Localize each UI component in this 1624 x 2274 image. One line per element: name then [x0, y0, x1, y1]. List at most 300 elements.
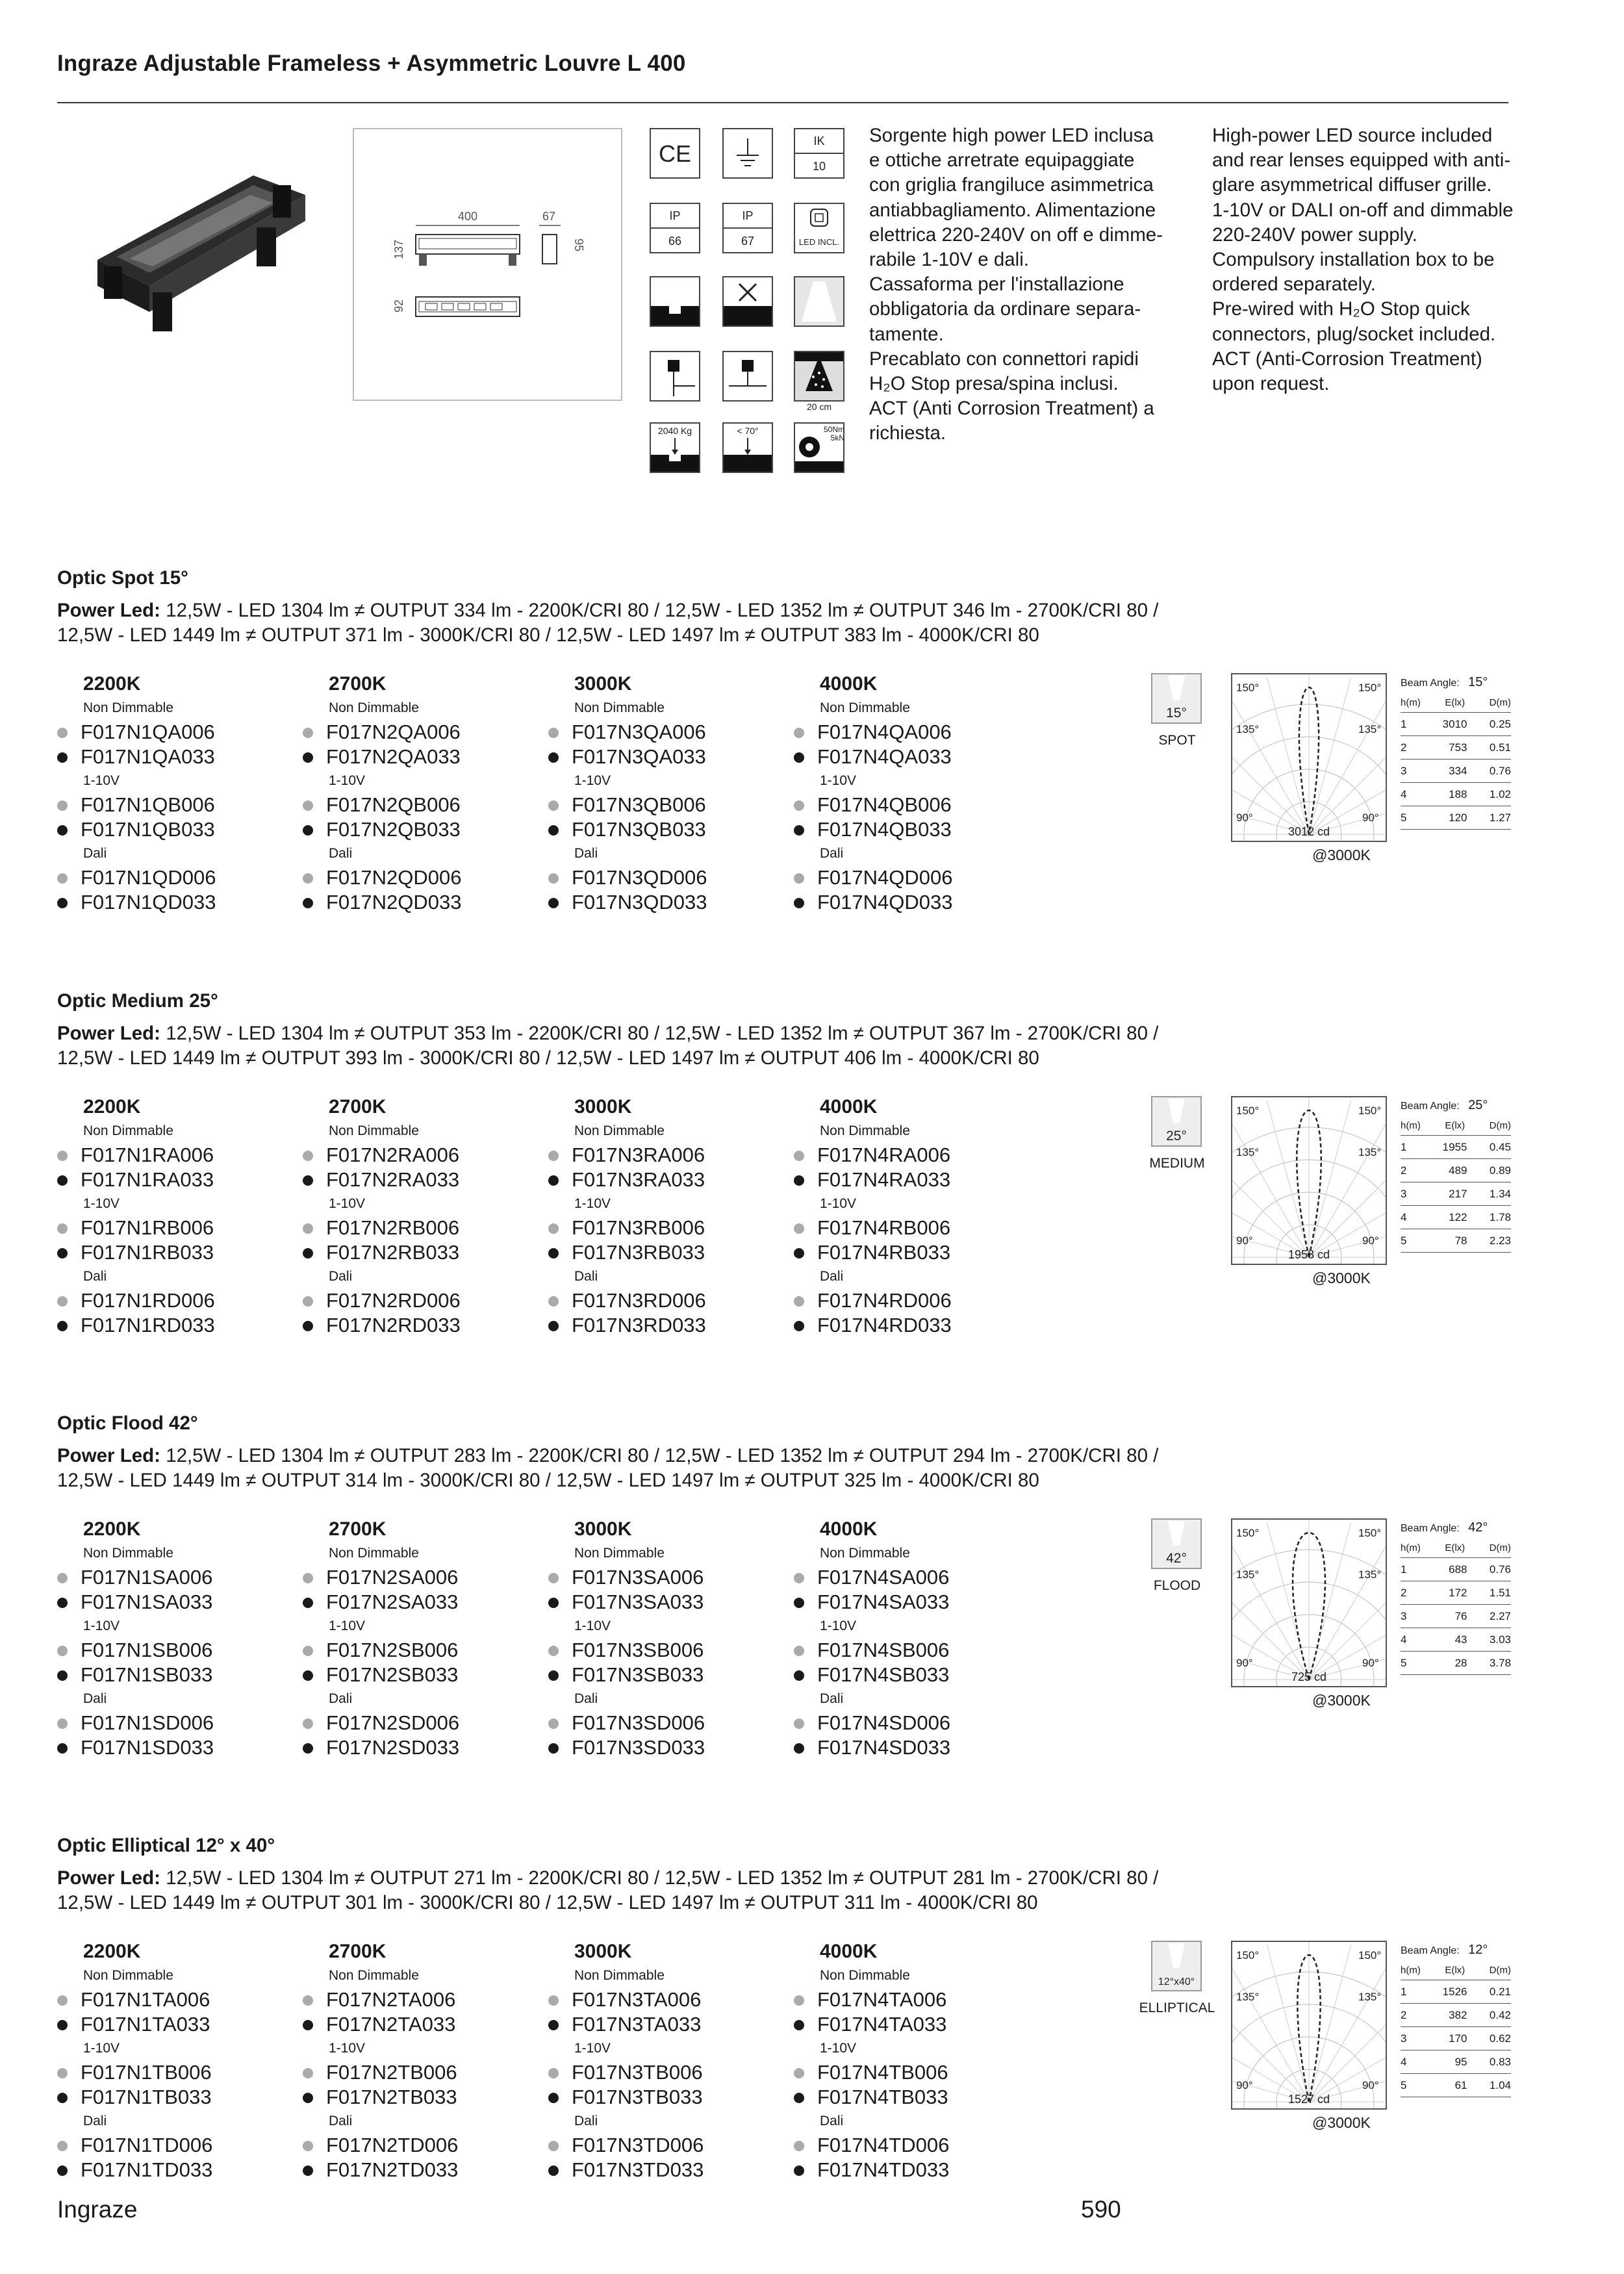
cct-note: @3000K — [1312, 1270, 1371, 1286]
description-line: con griglia frangiluce asimmetrica — [869, 174, 1154, 196]
product-code — [57, 2060, 291, 2085]
product-code — [794, 890, 1028, 915]
grey-finish-dot-icon — [794, 800, 804, 811]
grey-finish-dot-icon — [548, 728, 559, 738]
black-finish-dot-icon — [548, 752, 559, 763]
product-code-text: F017N4TB033 — [817, 2086, 948, 2108]
table-cell: 5 — [1401, 1234, 1407, 1247]
table-cell: 1526 — [1442, 1986, 1467, 1998]
product-code-text: F017N4TD006 — [817, 2134, 950, 2156]
table-cell: 1.02 — [1489, 788, 1511, 800]
grey-finish-dot-icon — [794, 1718, 804, 1729]
power-led-line: 12,5W - LED 1449 lm ≠ OUTPUT 301 lm - 3000K/CRI 80 / 12,5W - LED 1497 lm ≠ OUTPUT 311 lm - 4000K/CRI 80 — [57, 1892, 1038, 1913]
ip-icon — [650, 203, 700, 253]
product-code-text: F017N2QB033 — [326, 818, 461, 841]
product-code-text: F017N1TA033 — [81, 2013, 210, 2036]
product-code-text: F017N1SD033 — [81, 1736, 214, 1759]
product-code — [794, 1240, 1028, 1265]
table-cell: 1.34 — [1489, 1188, 1511, 1200]
product-code-text: F017N2RB006 — [326, 1216, 460, 1239]
code-column-4000k — [794, 1096, 1028, 1338]
product-code-text: F017N2TB033 — [326, 2086, 457, 2108]
black-finish-dot-icon — [794, 752, 804, 763]
optic-name: FLOOD — [1153, 1578, 1201, 1593]
black-finish-dot-icon — [794, 1670, 804, 1681]
table-row — [1401, 1605, 1511, 1628]
product-code — [548, 865, 782, 890]
control-type: 1-10V — [574, 773, 611, 788]
control-type: Dali — [820, 1691, 844, 1706]
grey-finish-dot-icon — [548, 1646, 559, 1656]
section-title: Optic Flood 42° — [57, 1412, 198, 1434]
ce-mark-icon — [650, 128, 700, 179]
ground-icon — [722, 128, 773, 179]
footer-brand: Ingraze — [57, 2196, 138, 2223]
product-code-text: F017N1QD033 — [81, 891, 216, 913]
dim-length: 400 — [457, 210, 478, 223]
product-code-text: F017N2SD033 — [326, 1736, 460, 1759]
table-header: h(m) — [1401, 1542, 1421, 1553]
product-code — [303, 1288, 537, 1313]
torque-label: 50Nm 5kN — [823, 425, 844, 442]
product-code — [548, 1313, 782, 1338]
black-finish-dot-icon — [303, 752, 313, 763]
grey-finish-dot-icon — [57, 2141, 68, 2151]
recessed-install-icon — [650, 276, 700, 327]
no-cover-icon — [722, 276, 773, 327]
product-code-text: F017N2SB033 — [326, 1663, 459, 1686]
product-code-text: F017N1RA033 — [81, 1168, 214, 1191]
black-finish-dot-icon — [794, 898, 804, 908]
control-type: Non Dimmable — [820, 700, 910, 715]
svg-text:135°: 135° — [1236, 1568, 1260, 1581]
product-code-text: F017N4TB006 — [817, 2061, 948, 2084]
product-code-text: F017N4SA033 — [817, 1591, 950, 1613]
grey-finish-dot-icon — [57, 1223, 68, 1234]
control-type: Non Dimmable — [820, 1123, 910, 1138]
control-type: 1-10V — [574, 2041, 611, 2056]
product-code — [548, 1565, 782, 1590]
product-code — [794, 745, 1028, 769]
description-line: Compulsory installation box to be — [1212, 249, 1495, 271]
product-code — [794, 1590, 1028, 1615]
table-header: E(lx) — [1445, 1965, 1465, 1976]
grey-finish-dot-icon — [548, 2068, 559, 2078]
product-code — [548, 745, 782, 769]
black-finish-dot-icon — [794, 2093, 804, 2103]
optic-badge-label: 42° — [1166, 1551, 1187, 1566]
product-code — [57, 1987, 291, 2012]
product-code-text: F017N4RA033 — [817, 1168, 951, 1191]
product-code-text: F017N3RD033 — [572, 1314, 706, 1336]
product-code-text: F017N4QA033 — [817, 745, 952, 768]
black-finish-dot-icon — [548, 1598, 559, 1608]
control-type: Dali — [83, 846, 107, 861]
section-title: Optic Medium 25° — [57, 990, 218, 1012]
black-finish-dot-icon — [794, 1743, 804, 1754]
product-code-text: F017N1TD033 — [81, 2158, 213, 2181]
black-finish-dot-icon — [303, 2020, 313, 2030]
control-type: Non Dimmable — [820, 1968, 910, 1983]
grey-finish-dot-icon — [57, 873, 68, 884]
product-code-text: F017N3RD006 — [572, 1289, 706, 1312]
led-incl-icon — [794, 203, 844, 253]
table-header: h(m) — [1401, 1965, 1421, 1976]
product-code — [794, 1216, 1028, 1240]
dim-depth: 67 — [542, 210, 556, 223]
color-temperature: 2700K — [329, 1096, 387, 1118]
grey-finish-dot-icon — [57, 1573, 68, 1583]
svg-text:90°: 90° — [1236, 2079, 1253, 2091]
control-type: Dali — [574, 2114, 598, 2128]
grey-finish-dot-icon — [548, 873, 559, 884]
description-line: Pre-wired with H₂O Stop quick — [1212, 298, 1470, 320]
black-finish-dot-icon — [57, 1248, 68, 1258]
svg-text:90°: 90° — [1236, 1234, 1253, 1247]
product-code — [57, 2158, 291, 2182]
grey-finish-dot-icon — [303, 873, 313, 884]
table-row — [1401, 760, 1511, 783]
table-cell: 2.27 — [1489, 1610, 1511, 1622]
table-header: D(m) — [1489, 697, 1511, 708]
product-code — [57, 890, 291, 915]
table-header: E(lx) — [1445, 1542, 1465, 1553]
product-code — [794, 1565, 1028, 1590]
svg-text:150°: 150° — [1358, 1527, 1382, 1539]
svg-text:150°: 150° — [1358, 682, 1382, 694]
product-code-text: F017N2QD033 — [326, 891, 462, 913]
page-title: Ingraze Adjustable Frameless + Asymmetric Louvre L 400 — [57, 51, 686, 76]
product-code-text: F017N4TD033 — [817, 2158, 950, 2181]
power-led-spec — [57, 1444, 1421, 1493]
product-code-text: F017N4QD033 — [817, 891, 953, 913]
table-cell: 4 — [1401, 1211, 1407, 1223]
product-code-text: F017N4SB033 — [817, 1663, 950, 1686]
beam-angle-value: 25° — [1468, 1098, 1488, 1112]
product-code — [57, 2012, 291, 2037]
product-code — [303, 2085, 537, 2110]
product-code-text: F017N3RA006 — [572, 1143, 705, 1166]
grey-finish-dot-icon — [794, 2141, 804, 2151]
product-code-text: F017N2QB006 — [326, 793, 461, 816]
ik-label: IK — [795, 129, 843, 154]
black-finish-dot-icon — [548, 1175, 559, 1186]
control-type: Non Dimmable — [820, 1546, 910, 1561]
black-finish-dot-icon — [794, 2020, 804, 2030]
product-code — [548, 2158, 782, 2182]
power-led-line: 12,5W - LED 1304 lm ≠ OUTPUT 334 lm - 2200K/CRI 80 / 12,5W - LED 1352 lm ≠ OUTPUT 346 lm - 2700K/CRI 80 / — [166, 600, 1159, 621]
table-row — [1401, 1136, 1511, 1159]
table-cell: 0.89 — [1489, 1164, 1511, 1177]
polar-diagram — [1231, 1941, 1387, 2110]
svg-text:90°: 90° — [1362, 2079, 1379, 2091]
svg-text:150°: 150° — [1236, 1105, 1260, 1117]
table-row — [1401, 806, 1511, 830]
product-code-text: F017N3SA033 — [572, 1591, 704, 1613]
table-cell: 0.51 — [1489, 741, 1511, 754]
table-row — [1401, 1229, 1511, 1253]
product-code-text: F017N4SD006 — [817, 1711, 951, 1734]
product-code-text: F017N4QD006 — [817, 866, 953, 889]
polar-diagram — [1231, 1518, 1387, 1687]
table-cell: 0.62 — [1489, 2032, 1511, 2045]
table-row — [1401, 1652, 1511, 1675]
table-cell: 0.76 — [1489, 765, 1511, 777]
black-finish-dot-icon — [303, 1248, 313, 1258]
grey-finish-dot-icon — [794, 1223, 804, 1234]
control-type: 1-10V — [820, 773, 857, 788]
photometric-table — [1401, 1094, 1511, 1253]
power-led-spec — [57, 598, 1421, 648]
color-temperature: 2700K — [329, 1518, 387, 1540]
product-code — [57, 865, 291, 890]
svg-text:135°: 135° — [1358, 1991, 1382, 2003]
svg-text:90°: 90° — [1362, 1234, 1379, 1247]
product-code-text: F017N2SB006 — [326, 1639, 459, 1661]
product-code-text: F017N3RB006 — [572, 1216, 705, 1239]
description-line: Precablato con connettori rapidi — [869, 348, 1139, 370]
product-code-text: F017N4QA006 — [817, 721, 952, 743]
control-type: Non Dimmable — [574, 700, 665, 715]
black-finish-dot-icon — [794, 1321, 804, 1331]
product-code-text: F017N1RD006 — [81, 1289, 215, 1312]
power-led-spec — [57, 1021, 1421, 1071]
control-type: Non Dimmable — [329, 1123, 419, 1138]
control-type: Dali — [574, 846, 598, 861]
product-code — [57, 817, 291, 842]
svg-text:135°: 135° — [1236, 1991, 1260, 2003]
grey-finish-dot-icon — [548, 1223, 559, 1234]
product-code — [303, 745, 537, 769]
ip-label: IP — [651, 204, 699, 229]
beam-angle-label: Beam Angle: — [1401, 1945, 1460, 1956]
product-code-text: F017N1QB033 — [81, 818, 215, 841]
table-cell: 170 — [1449, 2032, 1467, 2045]
table-row — [1401, 2050, 1511, 2074]
control-type: 1-10V — [329, 1196, 366, 1211]
polar-diagram — [1231, 1096, 1387, 1265]
control-type: 1-10V — [574, 1618, 611, 1633]
optic-badge — [1151, 1096, 1202, 1147]
product-code — [548, 1987, 782, 2012]
description-line: e ottiche arretrate equipaggiate — [869, 149, 1135, 172]
color-temperature: 2200K — [83, 673, 141, 695]
description-line: obbligatoria da ordinare separa- — [869, 298, 1141, 320]
product-code — [548, 2085, 782, 2110]
black-finish-dot-icon — [794, 1175, 804, 1186]
code-column-3000k — [548, 1941, 782, 2182]
svg-text:150°: 150° — [1236, 1527, 1260, 1539]
control-type: Non Dimmable — [329, 1546, 419, 1561]
grey-finish-dot-icon — [303, 1296, 313, 1307]
table-cell: 2 — [1401, 1587, 1407, 1599]
table-cell: 1.51 — [1489, 1587, 1511, 1599]
table-row — [1401, 1159, 1511, 1182]
beam-angle-value: 15° — [1468, 675, 1488, 689]
svg-text:150°: 150° — [1236, 1949, 1260, 1961]
table-cell: 78 — [1454, 1234, 1467, 1247]
table-row — [1401, 1206, 1511, 1229]
product-code — [794, 1663, 1028, 1687]
control-type: Non Dimmable — [83, 1546, 173, 1561]
product-code — [303, 793, 537, 817]
table-cell: 2.23 — [1489, 1234, 1511, 1247]
table-cell: 1955 — [1442, 1141, 1467, 1153]
product-code — [303, 1168, 537, 1192]
product-code-text: F017N1TB033 — [81, 2086, 212, 2108]
table-cell: 3 — [1401, 765, 1407, 777]
ip-value: 67 — [741, 235, 755, 248]
ik-value: 10 — [812, 160, 826, 173]
product-code — [57, 1565, 291, 1590]
product-code-text: F017N4RD033 — [817, 1314, 952, 1336]
table-cell: 489 — [1449, 1164, 1467, 1177]
table-header: h(m) — [1401, 1120, 1421, 1131]
color-temperature: 3000K — [574, 673, 632, 695]
product-code-text: F017N4RB006 — [817, 1216, 951, 1239]
optic-badge — [1151, 1941, 1202, 1991]
table-cell: 3 — [1401, 2032, 1407, 2045]
product-code-text: F017N2TD006 — [326, 2134, 459, 2156]
control-type: Dali — [820, 846, 844, 861]
product-code-text: F017N2TB006 — [326, 2061, 457, 2084]
svg-text:135°: 135° — [1358, 1146, 1382, 1158]
black-finish-dot-icon — [548, 1321, 559, 1331]
table-cell: 43 — [1454, 1633, 1467, 1646]
product-code — [548, 2133, 782, 2158]
color-temperature: 3000K — [574, 1941, 632, 1962]
table-cell: 4 — [1401, 2056, 1407, 2068]
product-code-text: F017N4SA006 — [817, 1566, 950, 1589]
product-code — [794, 817, 1028, 842]
product-code-text: F017N4SD033 — [817, 1736, 951, 1759]
section-title: Optic Elliptical 12° x 40° — [57, 1835, 275, 1856]
beam-angle-value: 12° — [1468, 1943, 1488, 1957]
table-header: D(m) — [1489, 1120, 1511, 1131]
optic-name: MEDIUM — [1149, 1156, 1205, 1171]
code-column-3000k — [548, 1096, 782, 1338]
color-temperature: 2200K — [83, 1941, 141, 1962]
description-line: tamente. — [869, 323, 944, 345]
product-code-text: F017N2QA006 — [326, 721, 461, 743]
product-code — [548, 1638, 782, 1663]
product-code — [303, 1313, 537, 1338]
grey-finish-dot-icon — [548, 800, 559, 811]
product-code — [794, 720, 1028, 745]
product-code — [794, 1711, 1028, 1735]
grey-finish-dot-icon — [794, 1151, 804, 1161]
ip-icon — [722, 203, 773, 253]
product-code — [794, 2133, 1028, 2158]
table-row — [1401, 2004, 1511, 2027]
product-code — [794, 2060, 1028, 2085]
control-type: 1-10V — [83, 1618, 120, 1633]
table-cell: 3 — [1401, 1610, 1407, 1622]
black-finish-dot-icon — [57, 2020, 68, 2030]
cct-note: @3000K — [1312, 2114, 1371, 2131]
product-code-text: F017N3TD033 — [572, 2158, 704, 2181]
black-finish-dot-icon — [57, 752, 68, 763]
black-finish-dot-icon — [57, 1175, 68, 1186]
table-cell: 5 — [1401, 1657, 1407, 1669]
product-code — [794, 1143, 1028, 1168]
grey-finish-dot-icon — [794, 728, 804, 738]
product-code — [57, 1638, 291, 1663]
grey-finish-dot-icon — [794, 1296, 804, 1307]
control-type: Dali — [329, 1691, 353, 1706]
description-line: Sorgente high power LED inclusa — [869, 125, 1154, 146]
product-code-text: F017N2RA033 — [326, 1168, 460, 1191]
description-line: richiesta. — [869, 422, 946, 444]
product-code — [303, 1638, 537, 1663]
photometric-table — [1401, 1939, 1511, 2097]
product-code — [57, 2133, 291, 2158]
table-row — [1401, 1558, 1511, 1581]
product-code — [794, 1987, 1028, 2012]
product-code — [57, 1143, 291, 1168]
ip-label: IP — [724, 204, 772, 229]
product-code-text: F017N1SB006 — [81, 1639, 213, 1661]
color-temperature: 4000K — [820, 1518, 878, 1540]
table-cell: 172 — [1449, 1587, 1467, 1599]
product-code-text: F017N4QB006 — [817, 793, 952, 816]
svg-text:90°: 90° — [1236, 811, 1253, 824]
power-led-label: Power Led: — [57, 1023, 160, 1044]
code-column-4000k — [794, 673, 1028, 915]
table-cell: 76 — [1454, 1610, 1467, 1622]
product-code — [303, 1987, 537, 2012]
grey-finish-dot-icon — [794, 1646, 804, 1656]
control-type: Dali — [820, 2114, 844, 2128]
black-finish-dot-icon — [548, 2093, 559, 2103]
product-code — [303, 890, 537, 915]
polar-peak-label: 725 cd — [1291, 1670, 1327, 1683]
table-cell: 5 — [1401, 2079, 1407, 2091]
description-line: elettrica 220-240V on off e dimme- — [869, 224, 1163, 246]
code-column-2700k — [303, 673, 537, 915]
product-code — [303, 1143, 537, 1168]
product-code-text: F017N2RD033 — [326, 1314, 461, 1336]
black-finish-dot-icon — [303, 2165, 313, 2176]
dim-bottom: 92 — [392, 299, 405, 313]
black-finish-dot-icon — [794, 1248, 804, 1258]
control-type: 1-10V — [329, 2041, 366, 2056]
polar-peak-label: 1958 cd — [1288, 1248, 1330, 1261]
power-led-line: 12,5W - LED 1304 lm ≠ OUTPUT 271 lm - 2200K/CRI 80 / 12,5W - LED 1352 lm ≠ OUTPUT 281 lm - 2700K/CRI 80 / — [166, 1867, 1159, 1889]
product-code — [303, 1711, 537, 1735]
product-code — [548, 720, 782, 745]
product-code-text: F017N2TA033 — [326, 2013, 456, 2036]
product-code — [303, 2158, 537, 2182]
grey-finish-dot-icon — [303, 1995, 313, 2006]
grey-finish-dot-icon — [548, 1995, 559, 2006]
table-cell: 4 — [1401, 788, 1407, 800]
black-finish-dot-icon — [57, 1598, 68, 1608]
product-code-text: F017N4RA006 — [817, 1143, 951, 1166]
product-code-text: F017N4RB033 — [817, 1241, 951, 1264]
product-code — [57, 720, 291, 745]
grey-finish-dot-icon — [57, 1718, 68, 1729]
photometric-table — [1401, 1516, 1511, 1675]
product-code — [548, 1216, 782, 1240]
grey-finish-dot-icon — [303, 1151, 313, 1161]
product-code — [57, 1168, 291, 1192]
control-type: 1-10V — [329, 773, 366, 788]
power-led-spec — [57, 1866, 1421, 1915]
control-type: Non Dimmable — [83, 700, 173, 715]
table-cell: 2 — [1401, 1164, 1407, 1177]
table-cell: 0.25 — [1489, 718, 1511, 730]
